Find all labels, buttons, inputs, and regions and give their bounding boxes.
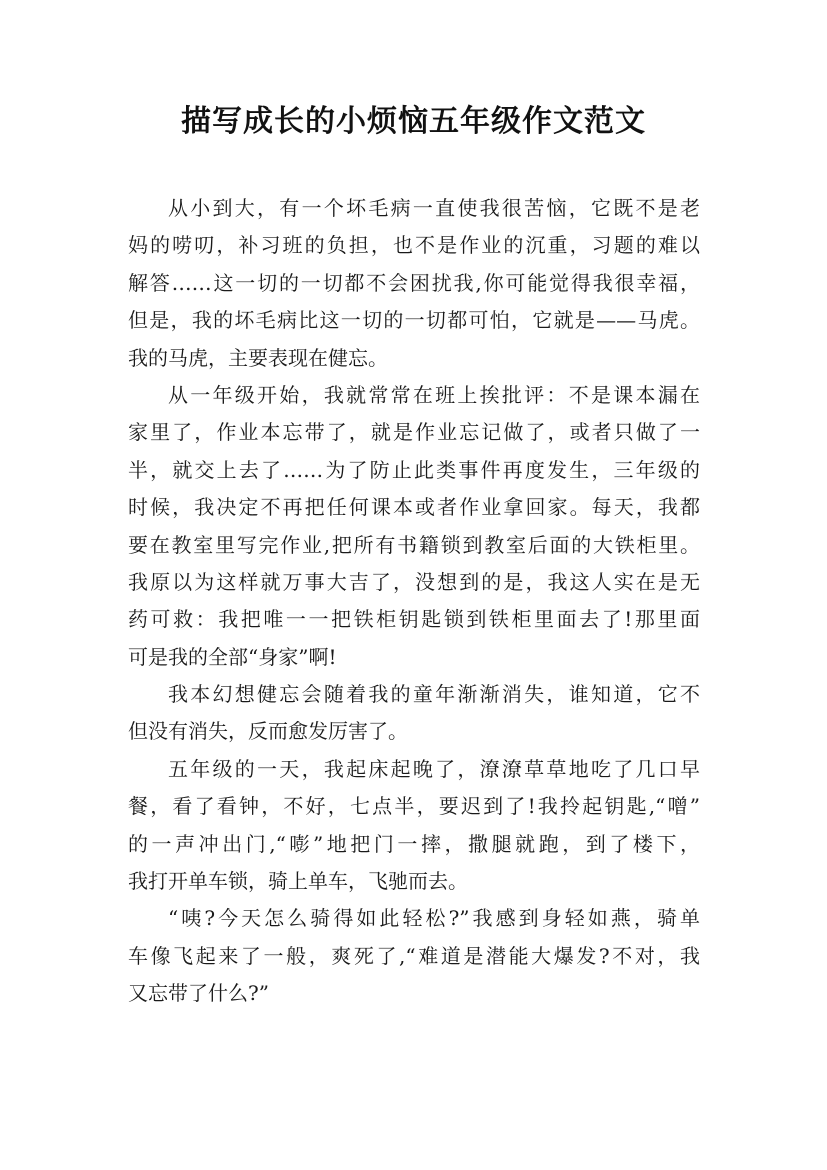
document-body bbox=[128, 190, 700, 1013]
text-line: 又忘带了什么?” bbox=[128, 981, 269, 1006]
text-line: 我本幻想健忘会随着我的童年渐渐消失，谁知道，它不 bbox=[168, 682, 700, 707]
text-line: 从一年级开始，我就常常在班上挨批评：不是课本漏在 bbox=[168, 382, 700, 407]
text-line: 我的马虎，主要表现在健忘。 bbox=[128, 345, 388, 370]
text-line: 但没有消失，反而愈发厉害了。 bbox=[128, 719, 408, 744]
text-line: 但是，我的坏毛病比这一切的一切都可怕，它就是——马虎。 bbox=[128, 308, 700, 333]
text-line: 药可救：我把唯一一把铁柜钥匙锁到铁柜里面去了!那里面 bbox=[128, 607, 700, 632]
paragraph-3 bbox=[128, 676, 700, 751]
text-line: 可是我的全部“身家”啊! bbox=[128, 644, 337, 669]
text-line: 解答……这一切的一切都不会困扰我,你可能觉得我很幸福， bbox=[128, 270, 700, 295]
text-line: 的一声冲出门,“嘭”地把门一摔，撒腿就跑，到了楼下， bbox=[128, 831, 700, 856]
text-line: 从小到大，有一个坏毛病一直使我很苦恼，它既不是老 bbox=[168, 196, 700, 220]
paragraph-2 bbox=[128, 377, 700, 676]
text-line: 车像飞起来了一般，爽死了,“难道是潜能大爆发?不对，我 bbox=[128, 943, 700, 968]
text-line: 半，就交上去了……为了防止此类事件再度发生，三年级的 bbox=[128, 457, 700, 482]
text-line: 要在教室里写完作业,把所有书籍锁到教室后面的大铁柜里。 bbox=[128, 532, 700, 557]
document-title: 描写成长的小烦恼五年级作文范文 bbox=[181, 104, 646, 139]
text-line: 时候，我决定不再把任何课本或者作业拿回家。每天，我都 bbox=[128, 495, 700, 520]
paragraph-5 bbox=[128, 900, 700, 1012]
text-line: 五年级的一天，我起床起晚了，潦潦草草地吃了几口早 bbox=[168, 756, 700, 781]
text-line: 家里了，作业本忘带了，就是作业忘记做了，或者只做了一 bbox=[128, 420, 700, 445]
text-line: 餐，看了看钟，不好，七点半，要迟到了!我拎起钥匙,“噌” bbox=[128, 794, 700, 819]
paragraph-4 bbox=[128, 751, 700, 901]
text-line: 我打开单车锁，骑上单车，飞驰而去。 bbox=[128, 869, 468, 894]
text-line: 我原以为这样就万事大吉了，没想到的是，我这人实在是无 bbox=[128, 569, 700, 594]
text-line: “咦?今天怎么骑得如此轻松?”我感到身轻如燕，骑单 bbox=[168, 906, 700, 931]
text-line: 妈的唠叨，补习班的负担，也不是作业的沉重，习题的难以 bbox=[128, 233, 700, 258]
paragraph-1 bbox=[128, 190, 700, 377]
